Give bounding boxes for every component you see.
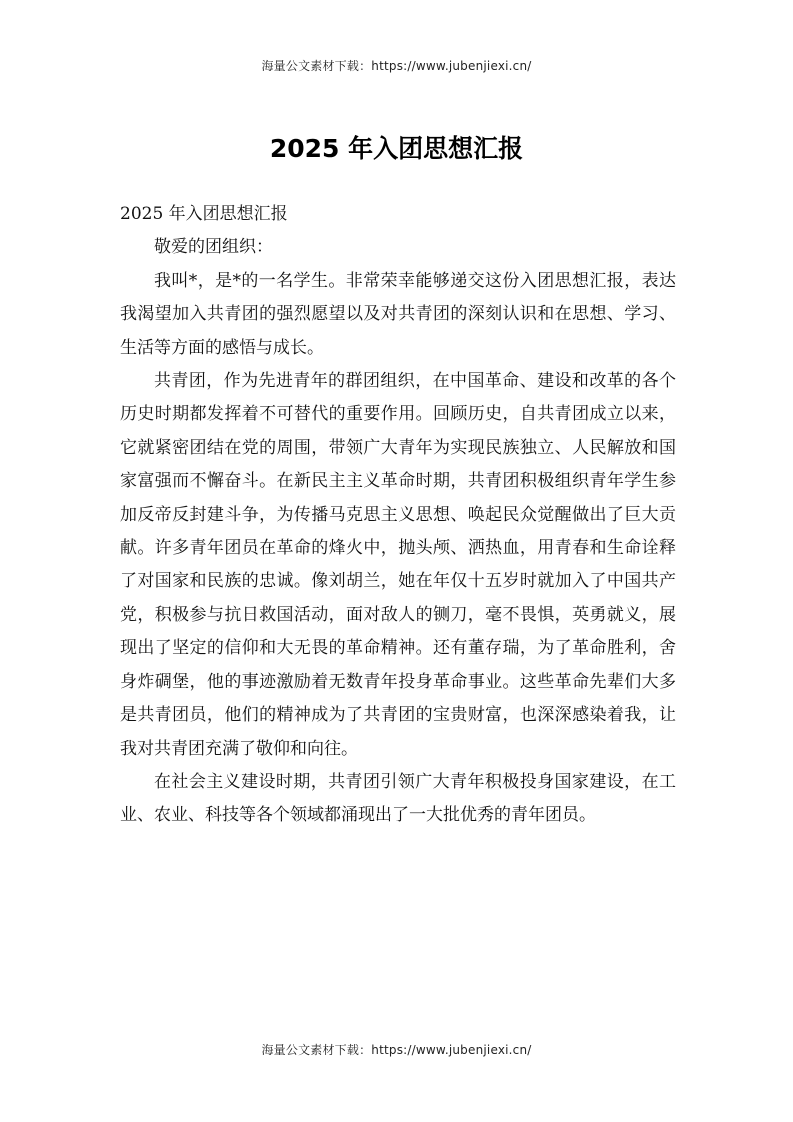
page-footer: 海量公文素材下载：https://www.jubenjiexi.cn/ [261, 1043, 532, 1057]
document-title: 2025 年入团思想汇报 [269, 134, 524, 163]
body-subtitle: 2025 年入团思想汇报 [120, 204, 288, 224]
salutation: 敬爱的团组织： [154, 237, 273, 258]
body-paragraph-2: 共青团，作为先进青年的群团组织，在中国革命、建设和改革的各个历史时期都发挥着不可替代的重要作用。回顾历史，自共青团成立以来，它就紧密团结在党的周围，带领广大青年为实现民族独立、人民解放和国家富强而不懈奋斗。在新民主主义革命时期，共青团积极组织青年学生参加反帝反封建斗争，为传播马克思主义思想、唤起民众觉醒做出了巨大贡献。许多青年团员在革命的烽火中，抛头颅、洒热血，用青春和生命诠释了对国家和民族的忠诚。像刘胡兰，她在年仅十五岁时就加入了中国共产党，积极参与抗日救国活动，面对敌人的铡刀，毫不畏惧，英勇就义，展现出了坚定的信仰和大无畏的革命精神。还有董存瑞，为了革命胜利，舍身炸碉堡，他的事迹激励着无数青年投身革命事业。这些革命先辈们大多是共青团员，他们的精神成为了共青团的宝贵财富，也深深感染着我，让我对共青团充满了敬仰和向往。 [120, 371, 676, 759]
body-paragraph-1: 我叫*，是*的一名学生。非常荣幸能够递交这份入团思想汇报，表达我渴望加入共青团的强烈愿望以及对共青团的深刻认识和在思想、学习、生活等方面的感悟与成长。 [120, 270, 676, 358]
body-paragraph-3: 在社会主义建设时期，共青团引领广大青年积极投身国家建设，在工业、农业、科技等各个领域都涌现出了一大批优秀的青年团员。 [120, 771, 676, 826]
page-header: 海量公文素材下载：https://www.jubenjiexi.cn/ [261, 59, 532, 73]
document-body [120, 198, 676, 833]
